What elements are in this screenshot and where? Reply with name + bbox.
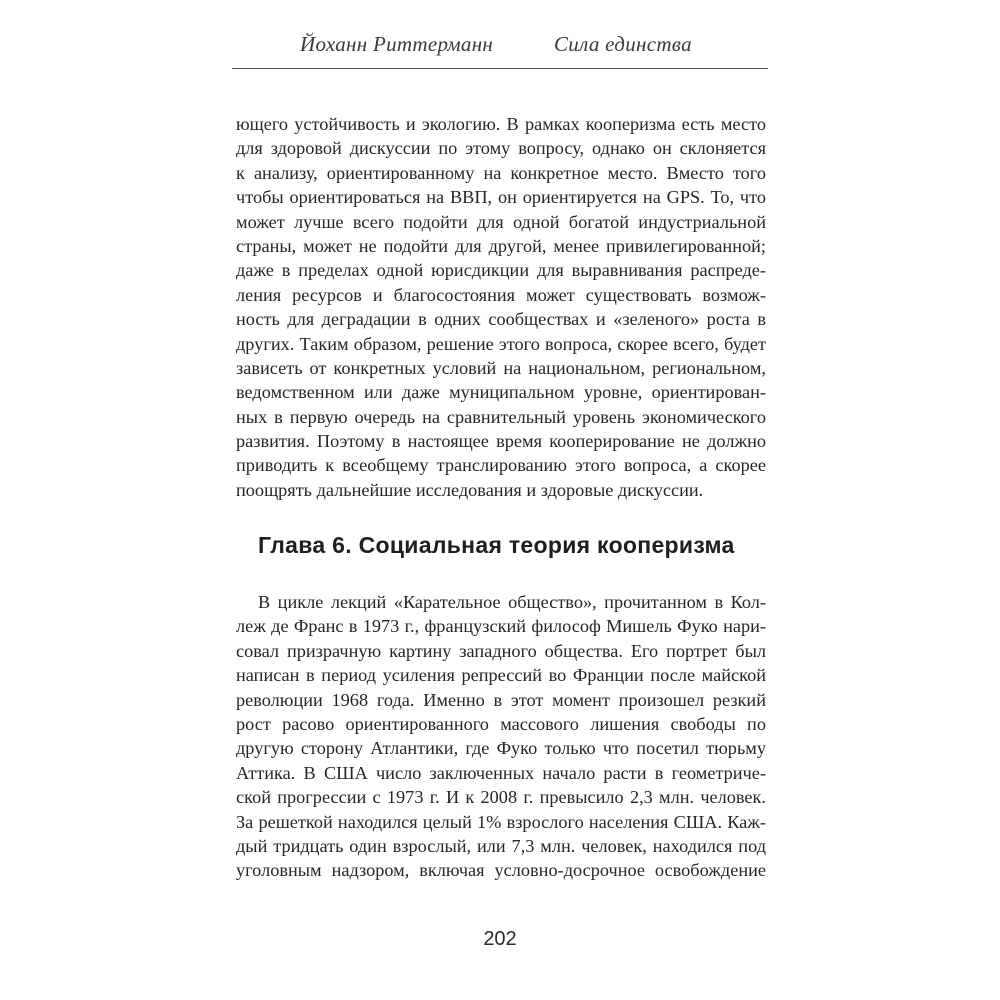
text-line: приводить к всеобщему транслированию этого вопроса, а скорее [236, 455, 766, 476]
text-line: даже в пределах одной юрисдикции для выравнивания распреде- [236, 260, 766, 281]
text-line: поощрять дальнейшие исследования и здоровые дискуссии. [236, 479, 704, 500]
text-line: к анализу, ориентированному на конкретное место. Вместо того [236, 162, 766, 183]
text-line: ской прогрессии с 1973 г. И к 2008 г. превысило 2,3 млн. человек. [236, 787, 766, 808]
running-header [232, 28, 768, 69]
text-line: Аттика. В США число заключенных начало расти в геометриче- [236, 762, 766, 783]
paragraph-chapter-start [236, 590, 766, 883]
text-line: других. Таким образом, решение этого вопроса, скорее всего, будет [236, 333, 766, 354]
text-line: чтобы ориентироваться на ВВП, он ориентируется на GPS. То, что [236, 187, 766, 208]
text-line: совал призрачную картину западного общества. Его портрет был [236, 640, 766, 661]
header-author: Йоханн Риттерманн [300, 32, 494, 56]
text-line: За решеткой находился целый 1% взрослого населения США. Каж- [236, 811, 766, 832]
text-line: ных в первую очередь на сравнительный уровень экономического [236, 406, 766, 427]
text-line: ность для деградации в одних сообществах и «зеленого» роста в [236, 309, 766, 330]
text-line: написан в период усиления репрессий во Франции после майской [236, 665, 766, 686]
text-line: революции 1968 года. Именно в этот момент произошел резкий [236, 689, 766, 710]
text-line: В цикле лекций «Карательное общество», прочитанном в Кол- [258, 592, 766, 612]
text-line: ления ресурсов и благосостояния может существовать возмож- [236, 284, 766, 305]
text-line: зависеть от конкретных условий на национальном, региональном, [236, 357, 766, 378]
text-line: для здоровой дискуссии по этому вопросу, однако он склоняется [236, 138, 766, 159]
page-number: 202 [483, 928, 517, 950]
text-line: рост расово ориентированного массового лишения свободы по [236, 713, 766, 734]
header-book-title: Сила единства [554, 32, 692, 56]
text-line: ющего устойчивость и экологию. В рамках кооперизма есть место [236, 114, 766, 134]
text-line: другую сторону Атлантики, где Фуко только что посетил тюрьму [236, 738, 766, 759]
text-line: леж де Франс в 1973 г., французский философ Мишель Фуко нари- [236, 616, 766, 637]
paragraph-continuation [236, 112, 766, 502]
text-line: дый тридцать один взрослый, или 7,3 млн. человек, находился под [236, 835, 766, 856]
chapter-heading: Глава 6. Социальная теория кооперизма [258, 532, 735, 558]
text-line: развития. Поэтому в настоящее время кооперирование не должно [236, 431, 766, 452]
text-line: может лучше всего подойти для одной богатой индустриальной [236, 211, 766, 232]
text-line: ведомственном или даже муниципальном уровне, ориентирован- [236, 382, 766, 403]
text-line: уголовным надзором, включая условно-досрочное освобождение [236, 860, 766, 881]
text-line: страны, может не подойти для другой, менее привилегированной; [236, 235, 766, 256]
